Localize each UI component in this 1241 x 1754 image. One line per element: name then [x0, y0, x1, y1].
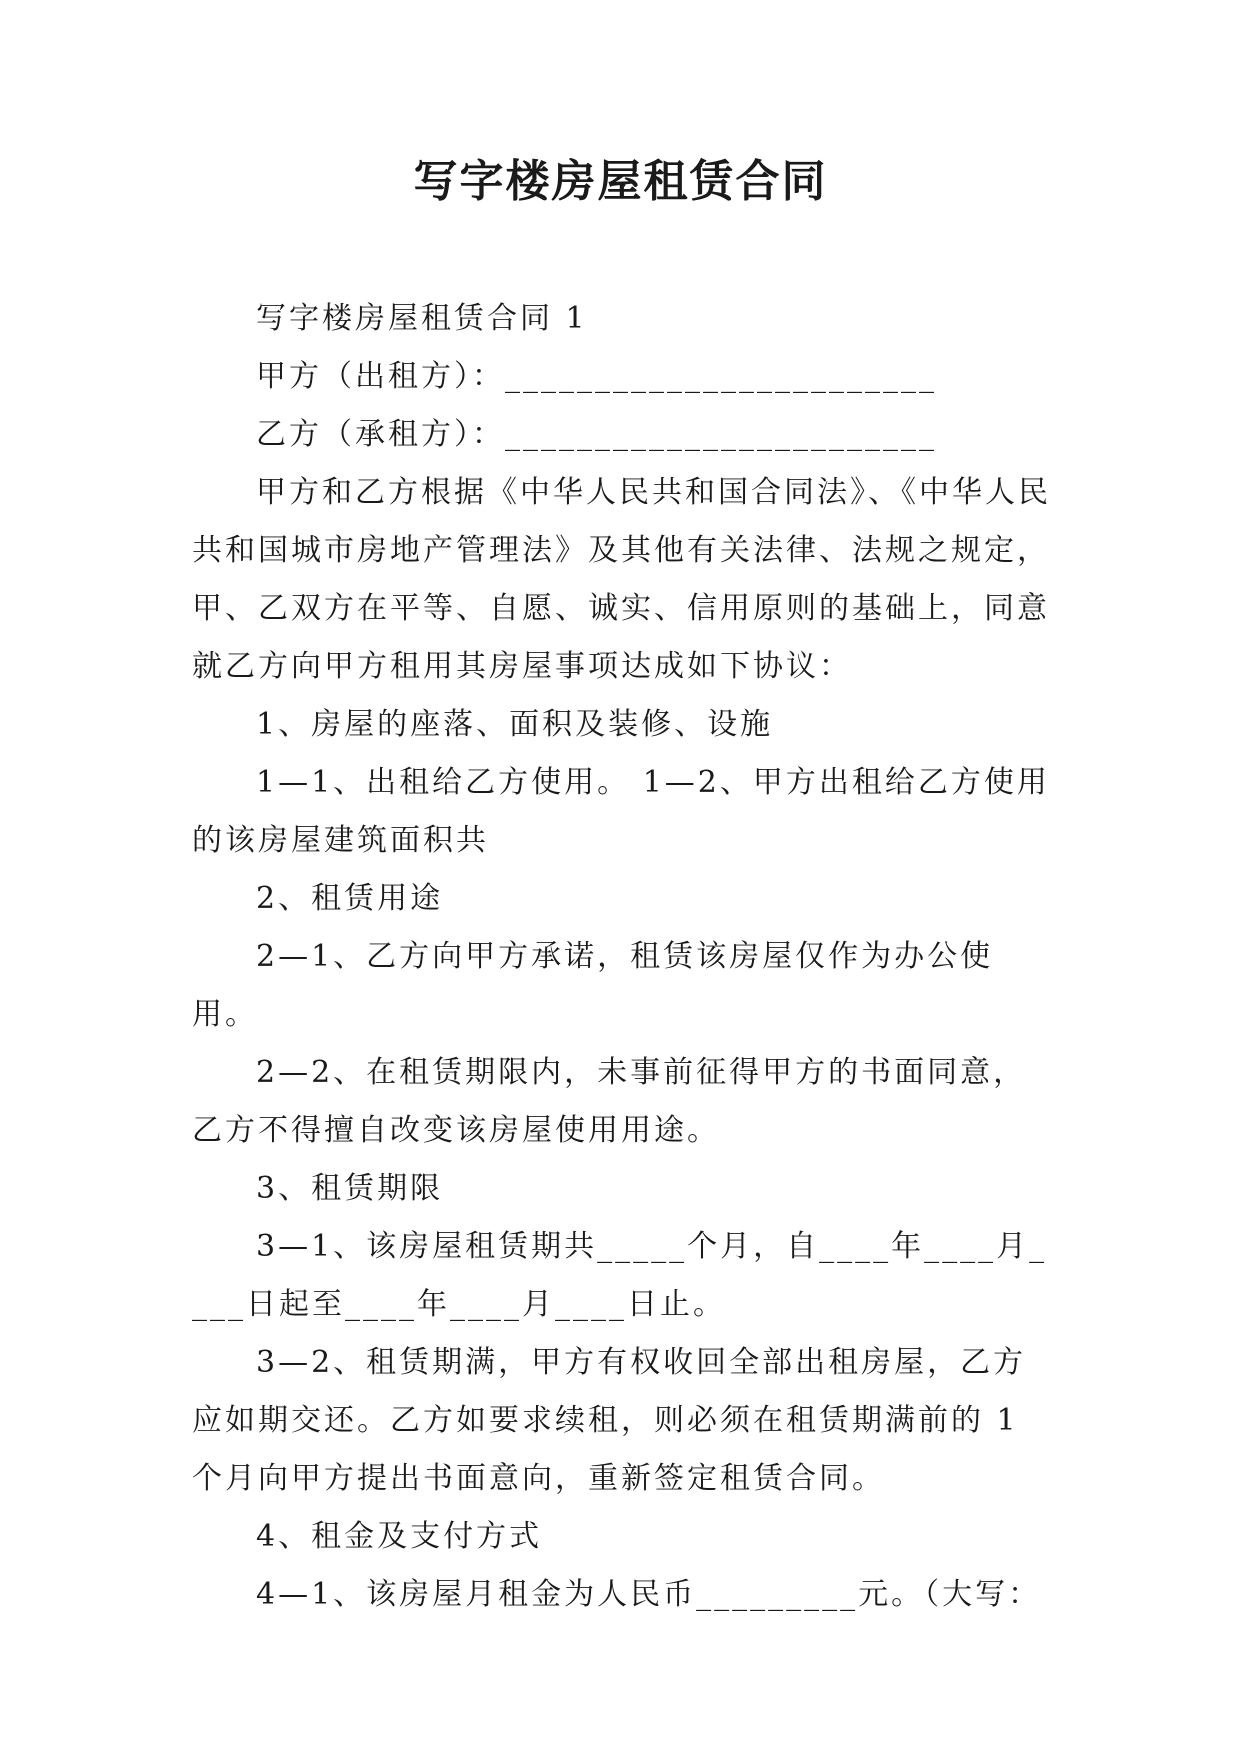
section-4-1-paragraph: 4—1、该房屋月租金为人民币_________元。（大写：: [256, 1577, 1042, 1612]
document-body: [192, 290, 1052, 1624]
section-3-1-paragraph: 3—1、该房屋租赁期共_____个月，自____年____月____日起至____年____月____日止。: [192, 1229, 1048, 1322]
paragraph-heading-1: 写字楼房屋租赁合同 1: [256, 301, 588, 336]
preamble-paragraph: 甲方和乙方根据《中华人民共和国合同法》、《中华人民共和国城市房地产管理法》及其他有关法律、法规之规定，甲、乙双方在平等、自愿、诚实、信用原则的基础上，同意就乙方向甲方租用其房屋事项达成如下协议：: [192, 475, 1051, 684]
section-4-heading: 4、租金及支付方式: [256, 1519, 543, 1554]
section-1-1-paragraph: 1—1、出租给乙方使用。 1—2、甲方出租给乙方使用的该房屋建筑面积共: [192, 765, 1050, 858]
section-2-heading: 2、租赁用途: [256, 881, 444, 916]
section-2-2-paragraph: 2—2、在租赁期限内，未事前征得甲方的书面同意，乙方不得擅自改变该房屋使用用途。: [192, 1055, 1027, 1148]
document-title: 写字楼房屋租赁合同: [413, 156, 828, 207]
party-a-line: 甲方（出租方）：________________________: [256, 359, 937, 394]
section-3-heading: 3、租赁期限: [256, 1171, 444, 1206]
section-2-1-paragraph: 2—1、乙方向甲方承诺，租赁该房屋仅作为办公使用。: [192, 939, 994, 1032]
section-1-heading: 1、房屋的座落、面积及装修、设施: [256, 707, 774, 742]
section-3-2-paragraph: 3—2、租赁期满，甲方有权收回全部出租房屋，乙方应如期交还。乙方如要求续租，则必须在租赁期满前的 1 个月向甲方提出书面意向，重新签定租赁合同。: [192, 1345, 1027, 1496]
party-b-line: 乙方（承租方）：________________________: [256, 417, 937, 452]
